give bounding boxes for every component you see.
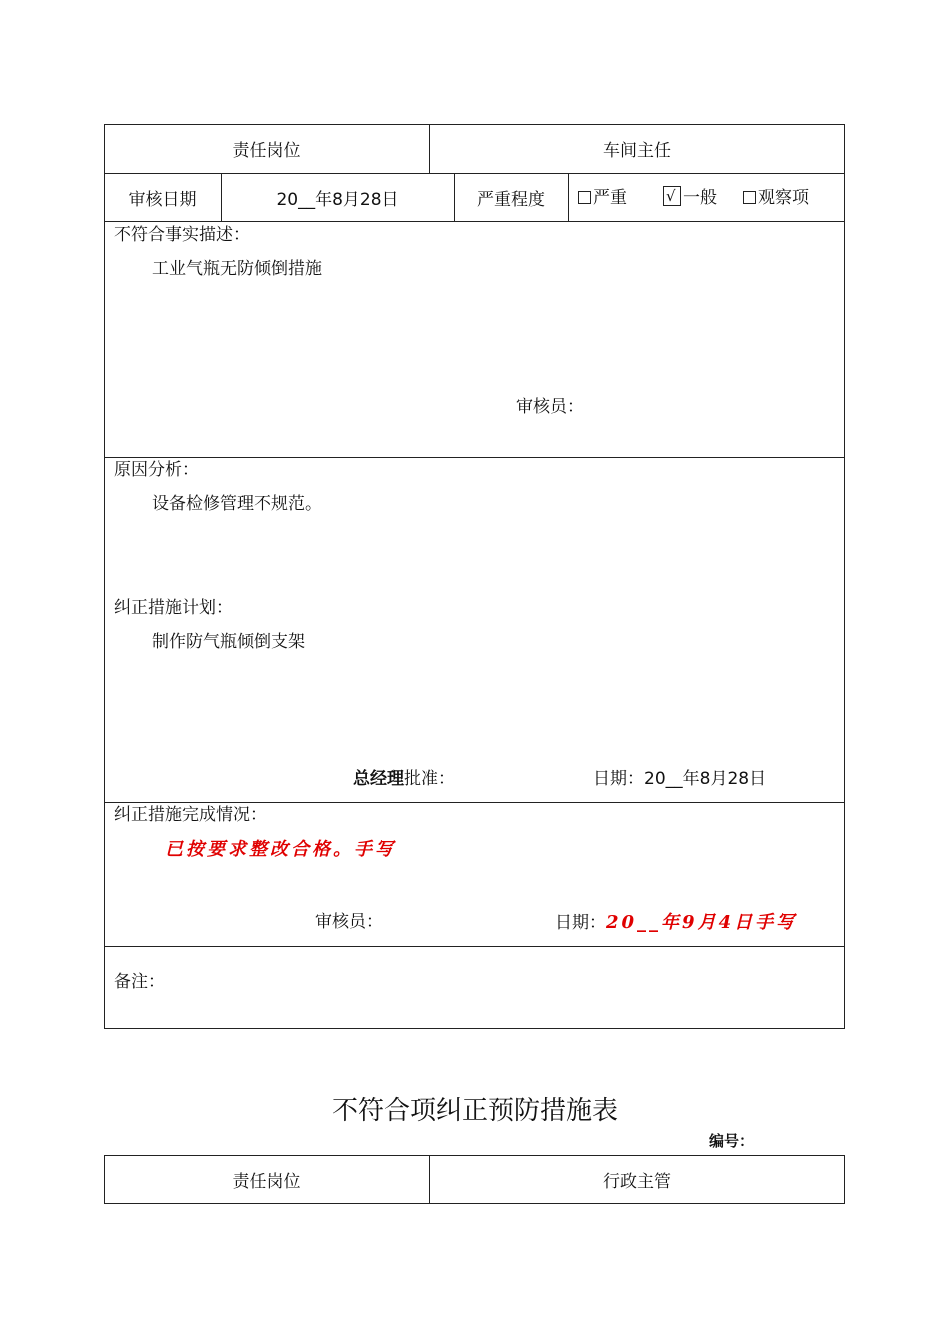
number-label: 编号： <box>709 1132 755 1150</box>
nonconformity-text: 工业气瓶无防倾倒措施 <box>152 259 322 279</box>
page-title: 不符合项纠正预防措施表 <box>331 1096 618 1126</box>
checked-checkbox-icon <box>663 186 681 206</box>
approval-date: 日期：20__年8月28日 <box>593 769 767 789</box>
responsible-post-value-2: 行政主管 <box>603 1172 671 1192</box>
cause-text: 设备检修管理不规范。 <box>152 494 322 514</box>
checkbox-icon <box>578 191 591 204</box>
responsible-post-label-2: 责任岗位 <box>232 1172 301 1192</box>
table-rule <box>568 173 569 221</box>
responsible-post-label: 责任岗位 <box>232 141 301 161</box>
completion-date: 日期：20__年9月4日手写 <box>555 912 798 933</box>
cause-label: 原因分析： <box>114 460 199 480</box>
plan-label: 纠正措施计划： <box>114 598 233 618</box>
severity-option-observation[interactable]: 观察项 <box>743 183 809 208</box>
severity-label: 严重程度 <box>477 189 545 210</box>
responsible-post-value: 车间主任 <box>603 141 671 161</box>
completion-auditor-label: 审核员： <box>315 912 383 932</box>
severity-option-serious[interactable]: 严重 <box>578 183 627 208</box>
completion-handwritten-text: 已按要求整改合格。手写 <box>165 839 396 860</box>
table-rule <box>104 457 845 458</box>
plan-text: 制作防气瓶倾倒支架 <box>152 632 305 652</box>
table-rule <box>104 802 845 803</box>
severity-option-general[interactable]: √ 一般 <box>663 183 717 208</box>
audit-date-value: 20__年8月28日 <box>276 189 399 210</box>
table-rule <box>104 221 845 222</box>
nonconformity-label: 不符合事实描述： <box>114 225 250 245</box>
auditor-label: 审核员： <box>516 397 584 417</box>
gm-approval-label: 总经理批准： <box>353 769 455 789</box>
checkbox-icon <box>743 191 756 204</box>
completion-label: 纠正措施完成情况： <box>114 805 267 825</box>
table-rule <box>104 946 845 947</box>
audit-date-label: 审核日期 <box>128 189 197 210</box>
remarks-label: 备注： <box>114 972 165 992</box>
